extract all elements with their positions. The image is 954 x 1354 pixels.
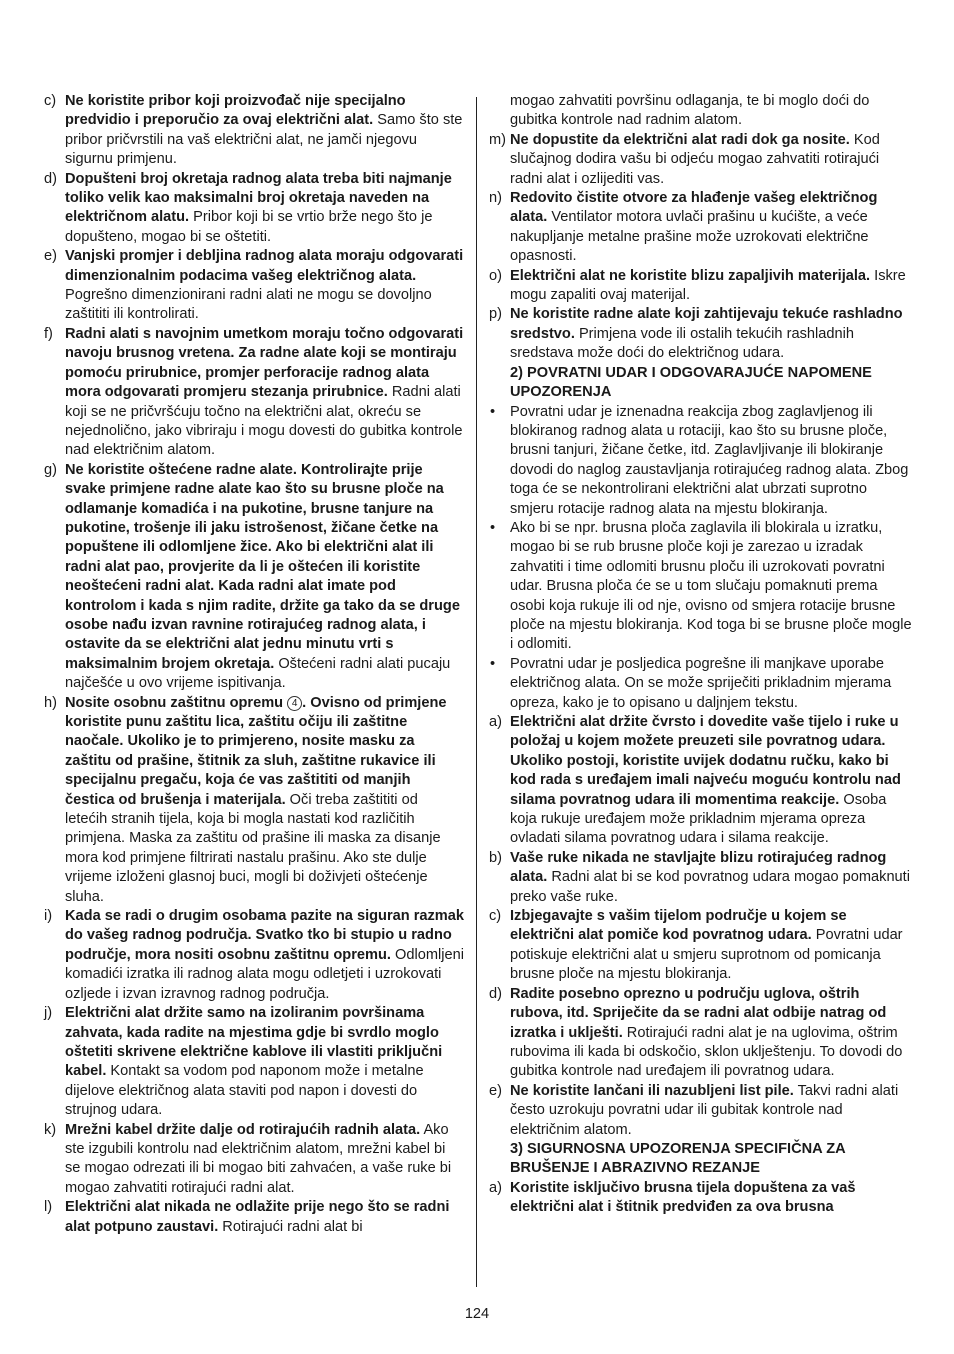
item-bold-text: Električni alat nikada ne odlažite prije nego što se radni alat potpuno zaustavi. <box>65 1199 450 1235</box>
item-bold-text: Kada se radi o drugim osobama pazite na siguran razmak do vašeg radnog područja. Svatko tko bi stupio u radno područje, mora nositi osobnu zaštitnu opremu. <box>65 908 465 963</box>
item-label: e) <box>44 248 57 265</box>
item-bold-text: Koristite isključivo brusna tijela dopuštena za vaš električni alat i štitnik predviđen za ova brusna <box>510 1179 856 1216</box>
list-item <box>44 1198 464 1237</box>
list-item <box>489 713 913 849</box>
item-bold-text: . Ovisno od primjene koristite punu zaštitu lica, zaštitu očiju ili zaštitne naočale. Ukoliko je to primjereno, nosite masku za zaštitu od prašine, štitnik za sluh, zaštitne rukavice ili specijalnu pregaču, koja će vas zaštititi od manjih čestica od brušenja i materijala. <box>65 694 447 808</box>
list-item <box>44 461 464 694</box>
item-label: f) <box>44 325 53 342</box>
item-label: d) <box>44 170 57 187</box>
item-bold-text: Vaše ruke nikada ne stavljajte blizu rotirajućeg radnog alata. <box>510 849 887 886</box>
item-label: b) <box>489 849 502 866</box>
item-text: Rotirajući radni alat je na uglovima, oštrim rubovima ili kada bi odskočio, sklon uklještenju. To dovodi do gubitka kontrole nad uređajem ili povratnog udara. <box>510 1024 903 1080</box>
list-item <box>489 131 913 189</box>
item-text: Ako bi se npr. brusna ploča zaglavila ili blokirala u izratku, mogao bi se rub brusne ploče koji je zarezao u izradak zahvatiti i time odlomiti brusnu ploču ili uzrokovati povratni udar. Brusna ploča će se u tom slučaju pomaknuti prema osobi koja rukuje ili od nje, ovisno od smjera rotacije brusne ploče na mjestu blokiranja. Kod toga bi se brusne ploče mogle i odlomiti. <box>510 519 912 653</box>
item-text: Radni alati koji se ne pričvršćuju točno na električni alat, okreću se nejednolično, jako vibriraju i mogu dovesti do gubitka kontrole nad električnim alatom. <box>65 384 463 459</box>
item-text: Takvi radni alati često uzrokuju povratni udar ili gubitak kontrole nad električnim alatom. <box>510 1082 899 1138</box>
item-label: d) <box>489 985 502 1002</box>
item-text: Kod slučajnog dodira vašu bi odjeću mogao zahvatiti rotirajući radni alat i ozlijediti vas. <box>510 131 880 187</box>
list-item <box>489 907 913 985</box>
list-item <box>489 305 913 363</box>
item-bold-text: Električni alat držite čvrsto i dovedite vaše tijelo i ruke u položaj u kojem možete preuzeti sile povratnog udara. Ukoliko postoji, koristite uvijek dodatnu ručku, kako bi kod rada s uređajem imali najveću moguću kontrolu nad silama povratnog udara ili momentima reakcije. <box>510 714 901 808</box>
item-label: • <box>490 655 496 672</box>
item-label: a) <box>489 1179 502 1196</box>
item-label: i) <box>44 908 53 925</box>
item-bold-text: Radite posebno oprezno u području uglova, oštrih rubova, itd. Spriječite da se radni alat odbije natrag od izratka i uklješti. <box>510 985 887 1041</box>
list-item <box>489 985 913 1082</box>
item-text: Povratni udar potiskuje električni alat u smjeru suprotnom od pomicanja brusne ploče na mjestu blokiranja. <box>510 927 903 983</box>
item-text: Rotirajući radni alat bi <box>218 1218 363 1235</box>
item-bold-text: Mrežni kabel držite dalje od rotirajućih radnih alata. <box>65 1121 421 1138</box>
item-bold-text: Radni alati s navojnim umetkom moraju točno odgovarati navoju brusnog vretena. Za radne alate koji se montiraju pomoću prirubnice, promjer perforacije radnog alata mora odgovarati promjeru stezanja prirubnice. <box>65 325 464 401</box>
item-label: • <box>490 403 496 420</box>
item-bold-text: Nosite osobnu zaštitnu opremu <box>65 694 284 711</box>
list-item <box>489 519 913 655</box>
item-bold-text: Ne koristite oštećene radne alate. Kontrolirajte prije svake primjene radne alate kao što su brusne ploče na odlamanje komadića i na pukotine, brusne tanjure na pukotine, trošenje ili jaku istrošenost, žičane četke na popuštene ili odlomljene žice. Ako bi električni alat ili radni alat pao, provjerite da li je oštećen ili koristite neoštećeni radni alat. Kada radni alat imate pod kontrolom i kada s njim radite, držite ga tako da se druge osobe nađu izvan ravnine rotirajućeg radnog alata, i ostavite da se električni alat jednu minutu vrti s maksimalnim brojem okretaja. <box>65 461 460 672</box>
item-bold-text: Dopušteni broj okretaja radnog alata treba biti najmanje toliko velik kao maksimalni broj okretaja naveden na električnom alatu. <box>65 170 452 226</box>
item-text: Povratni udar je posljedica pogrešne ili manjkave uporabe električnog alata. On se može spriječiti prikladnim mjerama opreza, kako je to opisano u daljnjem tekstu. <box>510 655 892 711</box>
item-label: c) <box>489 908 502 925</box>
item-bold-text: Ne koristite radne alate koji zahtijevaju tekuće rashladno sredstvo. <box>510 306 903 342</box>
item-bold-text: Izbjegavajte s vašim tijelom područje u kojem se električni alat pomiče kod povratnog udara. <box>510 908 847 944</box>
item-text: mogao zahvatiti površinu odlaganja, te bi moglo doći do gubitka kontrole nad radnim alatom. <box>510 93 870 129</box>
list-item <box>44 325 464 461</box>
item-text: Odlomljeni komadići izratka ili radnog alata mogu odletjeti i uzrokovati ozljede i izvan izravnog radnog područja. <box>65 946 464 1002</box>
list-item <box>489 849 913 907</box>
item-bold-text: Ne dopustite da električni alat radi dok ga nosite. <box>510 131 850 148</box>
item-text: Ako ste izgubili kontrolu nad električnim alatom, mrežni kabel bi se mogao odrezati ili bi mogao biti zahvaćen, a vaše ruke bi mogao zahvatiti rotirajući radni alat. <box>65 1121 452 1196</box>
item-bold-text: Ne koristite pribor koji proizvođač nije specijalno predvidio i preporučio za ovaj električni alat. <box>65 93 406 129</box>
column-divider <box>476 97 477 1287</box>
item-bold-text: Ne koristite lančani ili nazubljeni list pile. <box>510 1082 794 1099</box>
item-label: o) <box>489 267 502 284</box>
item-text: Oštećeni radni alati pucaju najčešće u ovo vrijeme ispitivanja. <box>65 655 451 692</box>
list-item <box>489 92 913 131</box>
list-item <box>489 189 913 267</box>
item-label: k) <box>44 1121 57 1138</box>
item-text: Samo što ste pribor pričvrstili na vaš električni alat, ne jamči njegovu sigurnu primjenu. <box>65 112 463 168</box>
list-item <box>44 247 464 325</box>
page-number: 124 <box>464 1306 490 1322</box>
item-label: e) <box>489 1082 502 1099</box>
list-item <box>44 170 464 248</box>
item-label: m) <box>489 131 507 148</box>
item-bold-text: Električni alat ne koristite blizu zapaljivih materijala. <box>510 267 871 284</box>
item-label: c) <box>44 93 57 109</box>
item-label: l) <box>44 1199 53 1216</box>
list-item <box>44 92 464 170</box>
item-text: Povratni udar je iznenadna reakcija zbog zaglavljenog ili blokiranog radnog alata u rotaciji, kao što su brusne ploče, brusni tanjuri, žičane četke, itd. Zaglavljivanje ili blokiranje dovodi do naglog zaustavljanja rotirajućeg radnog alata. Zbog toga će se nekontrolirani električni alat ubrzati suprotno smjeru rotacije radnog alata na mjestu blokiranja. <box>510 403 909 517</box>
item-text: Radni alat bi se kod povratnog udara mogao pomaknuti preko vaše ruke. <box>510 869 910 905</box>
item-text: Ventilator motora uvlači prašinu u kućište, a veće nakupljanje metalne prašine može uzrokovati električne opasnosti. <box>510 209 869 265</box>
list-item <box>44 907 464 1004</box>
item-label: h) <box>44 694 57 711</box>
list-item <box>489 655 913 713</box>
left-column <box>44 92 464 1237</box>
item-label: n) <box>489 190 502 207</box>
item-text: Kontakt sa vodom pod naponom može i metalne dijelove električnog alata staviti pod napon i dovesti do strujnog udara. <box>65 1063 424 1119</box>
list-item <box>44 1121 464 1199</box>
list-item <box>489 1179 913 1218</box>
list-item <box>44 694 464 907</box>
item-label: p) <box>489 306 502 323</box>
item-text: Primjena vode ili ostalih tekućih rashladnih sredstava može doći do električnog udara. <box>510 325 854 362</box>
item-text: Osoba koja rukuje uređajem može prikladnim mjerama opreza ovladati silama povratnog udara i silama reakcije. <box>510 791 887 847</box>
item-text: Pogrešno dimenzionirani radni alati ne mogu se dovoljno zaštititi ili kontrolirati. <box>65 287 432 323</box>
item-text: Iskre mogu zapaliti ovaj materijal. <box>510 267 906 304</box>
item-bold-text: Redovito čistite otvore za hlađenje vašeg električnog alata. <box>510 190 878 226</box>
section-heading: 2) POVRATNI UDAR I ODGOVARAJUĆE NAPOMENE UPOZORENJA <box>510 364 872 401</box>
item-bold-text: Električni alat držite samo na izoliranim površinama zahvata, kada radite na mjestima gdje bi svrdlo moglo oštetiti skrivene električne kablove ili vlastiti priključni kabel. <box>65 1005 443 1080</box>
item-label: • <box>490 519 496 536</box>
item-label: g) <box>44 461 57 478</box>
item-label: j) <box>44 1005 53 1022</box>
list-item <box>489 1082 913 1140</box>
list-item <box>489 403 913 519</box>
section-heading: 3) SIGURNOSNA UPOZORENJA SPECIFIČNA ZA BRUŠENJE I ABRAZIVNO REZANJE <box>510 1140 846 1177</box>
item-text: Oči treba zaštititi od letećih stranih tijela, koja bi mogla nastati kod različitih primjena. Maska za zaštitu od prašine ili maska za disanje mora kod primjene filtrirati nastalu prašinu. Ako ste dulje vrijeme izloženi glasnoj buci, mogli bi doživjeti oštećenje sluha. <box>65 791 441 905</box>
circled-number-icon: 4 <box>287 696 302 711</box>
item-bold-text: Vanjski promjer i debljina radnog alata moraju odgovarati dimenzionalnim podacima vašeg električnog alata. <box>65 248 464 284</box>
item-label: a) <box>489 714 502 730</box>
list-item <box>44 1004 464 1120</box>
right-column <box>489 92 913 1218</box>
item-text: Pribor koji bi se vrtio brže nego što je dopušteno, mogao bi se oštetiti. <box>65 209 433 245</box>
list-item <box>489 267 913 306</box>
